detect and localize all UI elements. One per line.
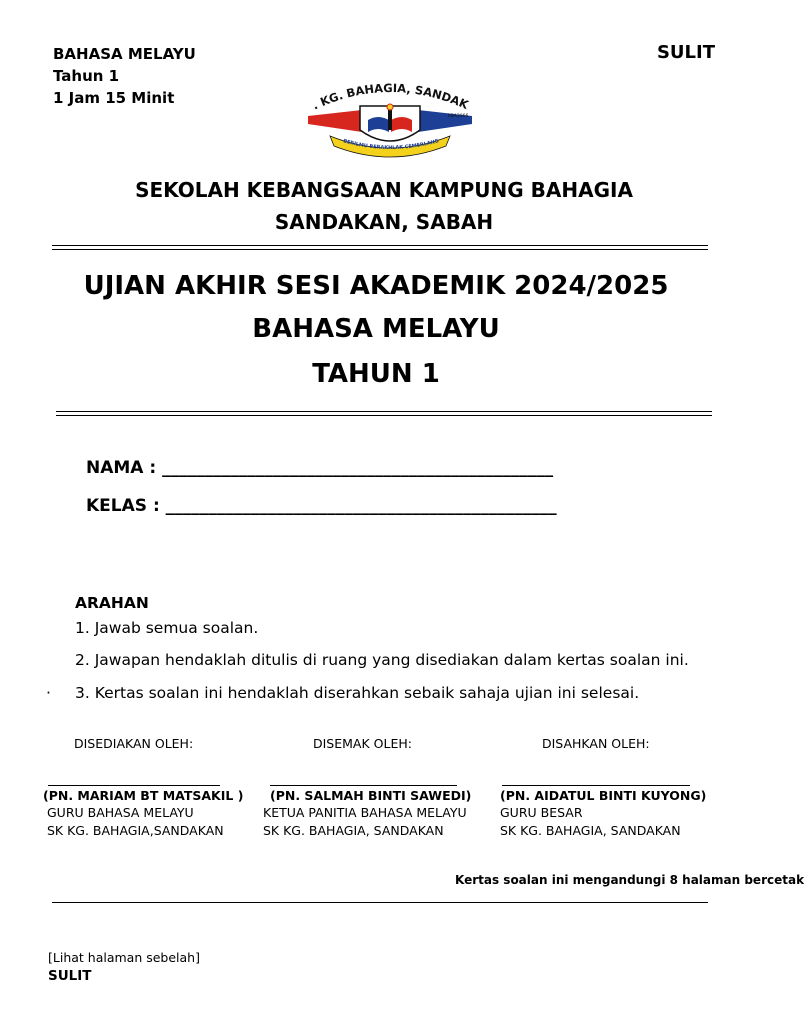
exam-year: TAHUN 1: [312, 359, 440, 389]
exam-title: UJIAN AKHIR SESI AKADEMIK 2024/2025: [83, 271, 669, 301]
instructions-heading: ARAHAN: [75, 594, 149, 612]
footer-classification: SULIT: [48, 968, 92, 984]
sig-reviewed-name: (PN. SALMAH BINTI SAWEDI): [270, 788, 472, 803]
school-name-line2: SANDAKAN, SABAH: [274, 210, 494, 234]
logo-motto: BERILMU BERAKHLAK CEMERLANG: [342, 138, 440, 152]
sig-approved-line: [502, 785, 690, 786]
header-year: Tahun 1: [53, 67, 120, 85]
header-duration: 1 Jam 15 Minit: [53, 89, 175, 107]
sig-approved-heading: DISAHKAN OLEH:: [542, 736, 650, 751]
sig-prepared-line: [48, 785, 220, 786]
divider-bottom: [52, 902, 708, 903]
instruction-bullet: ·: [46, 684, 51, 702]
sig-prepared-school: SK KG. BAHAGIA,SANDAKAN: [47, 823, 224, 838]
sig-reviewed-line: [270, 785, 457, 786]
logo-arc-text: . KG. BAHAGIA, SANDAK: [310, 80, 471, 113]
sig-prepared-heading: DISEDIAKAN OLEH:: [74, 736, 194, 751]
school-logo-graphic: [300, 80, 480, 162]
sig-reviewed-school: SK KG. BAHAGIA, SANDAKAN: [263, 823, 444, 838]
instruction-item-1: 1. Jawab semua soalan.: [75, 619, 259, 637]
sig-approved-position: GURU BESAR: [500, 805, 583, 820]
sig-prepared-position: GURU BAHASA MELAYU: [47, 805, 194, 820]
page-count-note: Kertas soalan ini mengandungi 8 halaman bercetak: [455, 873, 804, 887]
class-label: KELAS :: [86, 496, 160, 516]
sig-prepared-name: (PN. MARIAM BT MATSAKIL ): [43, 788, 244, 803]
name-blank: ______________________________________________: [162, 458, 554, 478]
header-subject: BAHASA MELAYU: [53, 45, 196, 63]
school-logo: [300, 80, 480, 162]
class-blank: ______________________________________________: [165, 496, 557, 516]
divider-middle: [56, 411, 712, 416]
class-field[interactable]: [86, 496, 557, 516]
name-label: NAMA :: [86, 458, 157, 478]
name-field[interactable]: [86, 458, 553, 478]
divider-top: [52, 245, 708, 250]
next-page-note: [Lihat halaman sebelah]: [48, 950, 200, 965]
instruction-item-2: 2. Jawapan hendaklah ditulis di ruang yang disediakan dalam kertas soalan ini.: [75, 651, 689, 669]
exam-subject: BAHASA MELAYU: [252, 314, 500, 344]
school-name-line1: SEKOLAH KEBANGSAAN KAMPUNG BAHAGIA: [135, 178, 633, 202]
instruction-item-3: 3. Kertas soalan ini hendaklah diserahkan sebaik sahaja ujian ini selesai.: [75, 684, 640, 702]
sig-reviewed-position: KETUA PANITIA BAHASA MELAYU: [263, 805, 467, 820]
header-classification: SULIT: [656, 42, 715, 63]
sig-approved-name: (PN. AIDATUL BINTI KUYONG): [500, 788, 707, 803]
logo-code: XBA3066: [447, 114, 469, 119]
sig-approved-school: SK KG. BAHAGIA, SANDAKAN: [500, 823, 681, 838]
sig-reviewed-heading: DISEMAK OLEH:: [313, 736, 412, 751]
